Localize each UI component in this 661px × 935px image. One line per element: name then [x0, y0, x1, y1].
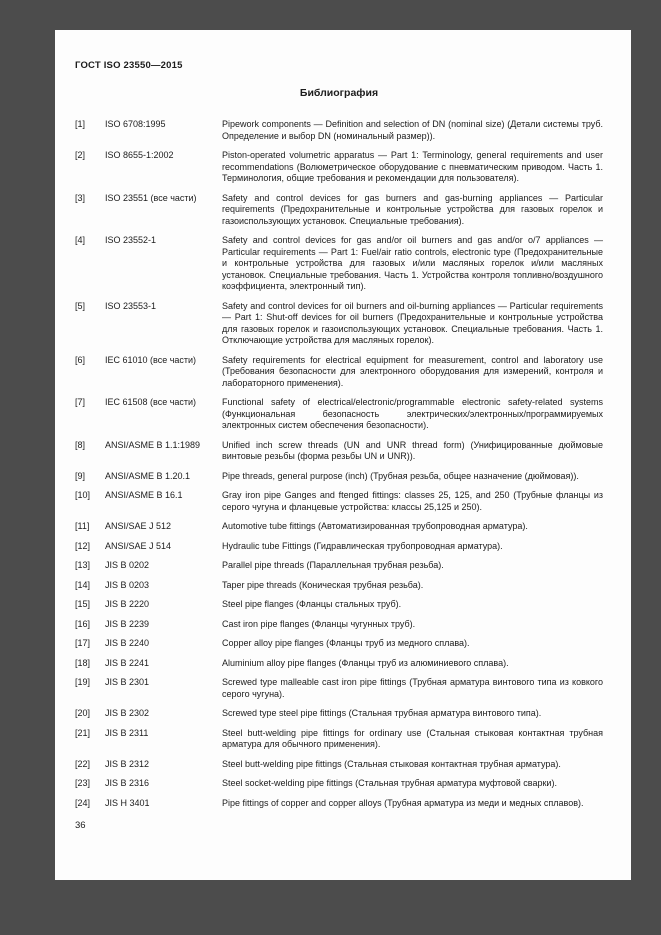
bibliography-entry: [75, 490, 603, 513]
entry-description: Steel pipe flanges (Фланцы стальных труб).: [222, 599, 402, 609]
entry-number: [9]: [75, 470, 86, 481]
entry-description: Aluminium alloy pipe flanges (Фланцы труб из алюминиевого сплава).: [222, 657, 509, 668]
bibliography-entry: [75, 471, 603, 483]
bibliography-entry: [75, 119, 603, 142]
entry-description: Safety and control devices for gas and/or oil burners and gas and/or o/7 appliances — Particular requirements — Part 1: Fuel/air ratio controls, electronic type (Предохранительные и контрольные устройства для газовых и/или масляных горелок и/или масляных установок. Специальные требования. Часть 1. Устройства контроля топливно/воздушного коэффициента, электронный тип).: [222, 235, 603, 291]
bibliography-entry: [75, 560, 603, 572]
entry-code: JIS H 3401: [105, 797, 150, 808]
entry-description: Screwed type steel pipe fittings (Стальная трубная арматура винтового типа).: [222, 708, 542, 718]
entry-code: ANSI/ASME B 16.1: [105, 490, 183, 500]
entry-number: [21]: [75, 727, 91, 738]
entry-number: [22]: [75, 758, 91, 769]
entry-code: JIS B 2239: [105, 618, 150, 629]
entry-code: ISO 8655-1:2002: [105, 150, 174, 160]
entry-description: Safety and control devices for gas burners and gas-burning appliances — Particular requirements (Предохранительные и контрольные устройства для газовых горелок и газоиспользующих установок. Специальные требования).: [222, 192, 603, 226]
entry-code: ISO 23551 (все части): [105, 192, 197, 203]
entry-description: Functional safety of electrical/electronic/programmable electronic safety-related systems (Функциональная безопасность электрических/электронных/программируемых электронных систем обеспечения безопасности).: [222, 397, 603, 430]
entry-description: Parallel pipe threads (Параллельная трубная резьба).: [222, 560, 444, 570]
bibliography-entry: [75, 778, 603, 790]
bibliography-entry: [75, 193, 603, 228]
entry-description: Steel butt-welding pipe fittings (Стальная стыковая контактная трубная арматура).: [222, 758, 561, 769]
entry-code: JIS B 2240: [105, 638, 150, 648]
entry-number: [11]: [75, 521, 90, 531]
entry-number: [6]: [75, 354, 86, 365]
bibliography-entry: [75, 235, 603, 293]
entry-number: [14]: [75, 579, 91, 590]
bibliography-entry: [75, 658, 603, 670]
entry-code: ISO 6708:1995: [105, 119, 166, 129]
entry-description: Hydraulic tube Fittings (Гидравлическая трубопроводная арматура).: [222, 540, 503, 551]
bibliography-entry: [75, 440, 603, 463]
entry-description: Steel butt-welding pipe fittings for ordinary use (Стальная стыковая контактная трубная арматура для обычного применения).: [222, 727, 603, 749]
entry-number: [2]: [75, 150, 86, 160]
bibliography-entry: [75, 397, 603, 432]
entry-number: [10]: [75, 490, 91, 500]
entry-code: JIS B 2301: [105, 677, 150, 687]
entry-code: ANSI/ASME B 1.20.1: [105, 470, 191, 481]
entry-description: Copper alloy pipe flanges (Фланцы труб из медного сплава).: [222, 638, 470, 648]
entry-code: ANSI/SAE J 514: [105, 540, 172, 551]
entry-code: JIS B 2302: [105, 708, 150, 718]
bibliography-entry: [75, 301, 603, 347]
entry-number: [24]: [75, 797, 91, 808]
entry-description: Safety requirements for electrical equipment for measurement, control and laboratory use (Требования безопасности для электронного оборудования для измерений, контроля и лабораторного применения).: [222, 354, 603, 388]
entry-description: Steel socket-welding pipe fittings (Стальная трубная арматура муфтовой сварки).: [222, 778, 557, 788]
entry-description: Screwed type malleable cast iron pipe fittings (Трубная арматура винтового типа из ковкого серого чугуна).: [222, 677, 603, 699]
page-number: 36: [75, 820, 86, 831]
entry-code: ISO 23552-1: [105, 235, 157, 245]
entry-number: [12]: [75, 540, 91, 551]
entry-description: Automotive tube fittings (Автоматизированная трубопроводная арматура).: [222, 521, 528, 531]
entry-description: Unified inch screw threads (UN and UNR thread form) (Унифицированные дюймовые винтовые резьбы (форма резьбы UN и UNR)).: [222, 439, 603, 461]
entry-code: JIS B 2311: [105, 727, 149, 738]
bibliography-entry: [75, 677, 603, 700]
entry-number: [7]: [75, 397, 86, 407]
bibliography-entry: [75, 521, 603, 533]
entry-code: JIS B 2220: [105, 599, 150, 609]
entry-code: ISO 23553-1: [105, 300, 157, 311]
bibliography-entry: [75, 599, 603, 611]
document-header: ГОСТ ISO 23550—2015: [75, 60, 183, 71]
entry-number: [16]: [75, 618, 91, 629]
entry-number: [17]: [75, 638, 91, 648]
entry-number: [19]: [75, 677, 91, 687]
bibliography-entry: [75, 541, 603, 553]
entry-number: [1]: [75, 119, 86, 129]
entry-code: IEC 61508 (все части): [105, 397, 197, 407]
bibliography-entry: [75, 759, 603, 771]
entry-code: JIS B 2241: [105, 657, 150, 668]
entry-number: [20]: [75, 708, 91, 718]
entry-code: JIS B 0203: [105, 579, 150, 590]
entry-number: [18]: [75, 657, 91, 668]
entry-code: JIS B 2316: [105, 778, 150, 788]
bibliography-entry: [75, 355, 603, 390]
bibliography-entry: [75, 798, 603, 810]
entry-number: [8]: [75, 439, 86, 450]
bibliography-entry: [75, 580, 603, 592]
bibliography-entry: [75, 150, 603, 185]
entry-description: Pipe fittings of copper and copper alloys (Трубная арматура из меди и медных сплавов).: [222, 797, 584, 808]
entry-number: [4]: [75, 235, 86, 245]
bibliography-entry: [75, 728, 603, 751]
entry-code: ANSI/SAE J 512: [105, 521, 172, 531]
entry-description: Pipework components — Definition and selection of DN (nominal size) (Детали системы труб. Определение и выбор DN (номинальный размер)).: [222, 119, 603, 141]
entry-number: [3]: [75, 192, 86, 203]
entry-code: IEC 61010 (все части): [105, 354, 197, 365]
bibliography-title: Библиография: [299, 87, 379, 99]
entry-description: Pipe threads, general purpose (inch) (Трубная резьба, общее назначение (дюймовая)).: [222, 470, 579, 481]
entry-description: Safety and control devices for oil burners and oil-burning appliances — Particular requirements — Part 1: Shut-off devices for oil burners (Предохранительные и контрольные устройства для газовых горелок и газоиспользующих установок. Специальные требования. Часть 1. Отключающие устройства для масляных горелок).: [222, 300, 603, 345]
entry-code: ANSI/ASME B 1.1:1989: [105, 439, 201, 450]
entry-description: Gray iron pipe Ganges and ftenged fittings: classes 25, 125, and 250 (Трубные фланцы из серого чугуна и фланцевые устройства: классы 25,125 и 250).: [222, 490, 603, 512]
bibliography-entry: [75, 638, 603, 650]
entry-description: Taper pipe threads (Коническая трубная резьба).: [222, 579, 424, 590]
entry-number: [13]: [75, 560, 91, 570]
entry-description: Piston-operated volumetric apparatus — Part 1: Terminology, general requirements and user recommendations (Волюметрическое оборудование с пневматическим приводом. Часть 1. Терминология, общие требования и рекомендации для пользователя).: [222, 150, 603, 183]
entry-description: Cast iron pipe flanges (Фланцы чугунных труб).: [222, 618, 416, 629]
entry-code: JIS B 2312: [105, 758, 150, 769]
bibliography-list: [75, 119, 603, 809]
entry-number: [15]: [75, 599, 91, 609]
entry-number: [23]: [75, 778, 91, 788]
entry-number: [5]: [75, 300, 86, 311]
bibliography-entry: [75, 708, 603, 720]
entry-code: JIS B 0202: [105, 560, 150, 570]
bibliography-entry: [75, 619, 603, 631]
document-page: [55, 30, 631, 880]
